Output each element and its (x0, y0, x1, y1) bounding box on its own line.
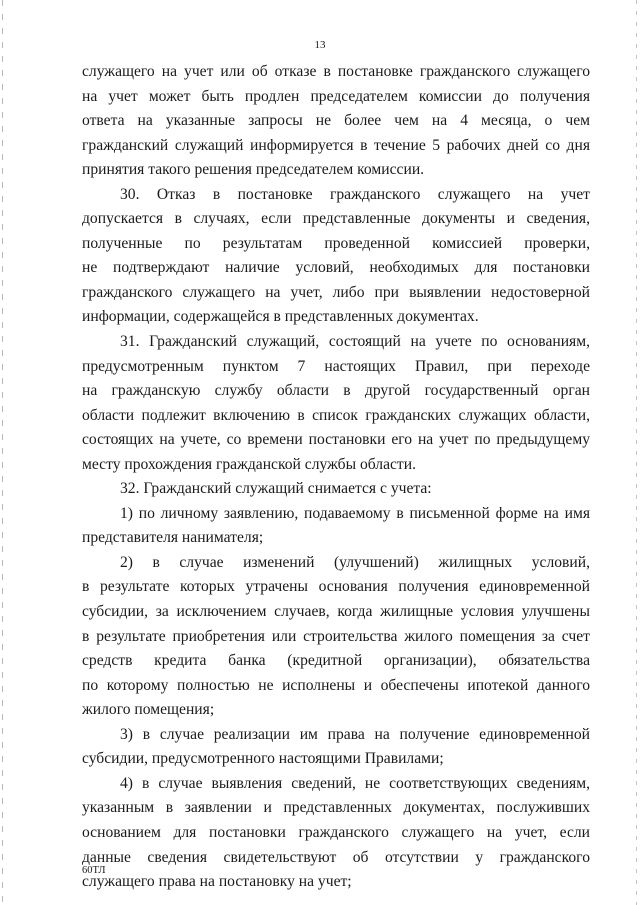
scan-edge-left (2, 0, 3, 905)
document-body (82, 60, 590, 895)
text-line: указанным в заявлении и представленных документах, послуживших (82, 799, 590, 817)
text-line: на гражданскую службу области в другой государственный орган (82, 382, 590, 400)
text-line: жилого помещения; (82, 701, 215, 719)
text-line: в результате которых утрачены основания получения единовременной (82, 578, 590, 596)
text-line: субсидии, за исключением случаев, когда жилищные условия улучшены (82, 603, 590, 621)
text-line: по которому полностью не исполнены и обеспечены ипотекой данного (82, 676, 590, 694)
text-line: состоящих на учете, со времени постановки его на учет по предыдущему (82, 431, 590, 449)
text-line: 4) в случае выявления сведений, не соответствующих сведениям, (120, 774, 590, 792)
text-line: представителя нанимателя; (82, 529, 264, 547)
text-line: гражданский служащий информируется в течение 5 рабочих дней со дня (82, 136, 590, 154)
text-line: допускается в случаях, если представленные документы и сведения, (82, 210, 590, 228)
text-line: 2) в случае изменений (улучшений) жилищных условий, (120, 553, 590, 571)
text-line: ответа на указанные запросы не более чем на 4 месяца, о чем (82, 112, 590, 130)
text-line: средств кредита банка (кредитной организации), обязательства (82, 652, 590, 670)
text-line: субсидии, предусмотренного настоящими Правилами; (82, 750, 444, 768)
text-line: 3) в случае реализации им права на получение единовременной (120, 725, 590, 743)
text-line: принятия такого решения председателем комиссии. (82, 161, 425, 179)
text-line: в результате приобретения или строительства жилого помещения за счет (82, 627, 590, 645)
scan-edge-right (636, 0, 637, 905)
text-line: основанием для постановки гражданского служащего на учет, если (82, 823, 590, 841)
text-line: гражданского служащего на учет, либо при выявлении недостоверной (82, 283, 590, 301)
text-line: 31. Гражданский служащий, состоящий на учете по основаниям, (120, 333, 590, 351)
text-line: месту прохождения гражданской службы области. (82, 455, 416, 473)
text-line: данные сведения свидетельствуют об отсутствии у гражданского (82, 848, 590, 866)
text-line: информации, содержащейся в представленных документах. (82, 308, 479, 326)
text-line: предусмотренным пунктом 7 настоящих Правил, при переходе (82, 357, 590, 375)
text-line: на учет может быть продлен председателем комиссии до получения (82, 87, 590, 105)
document-code: 60ТЛ (82, 865, 106, 876)
text-line: служащего на учет или об отказе в постановке гражданского служащего (82, 63, 590, 80)
text-line: полученные по результатам проведенной комиссией проверки, (82, 234, 590, 252)
text-line: не подтверждают наличие условий, необходимых для постановки (82, 259, 590, 277)
page-number: 13 (314, 39, 326, 51)
text-line: области подлежит включению в список гражданских служащих области, (82, 406, 590, 424)
text-line: 1) по личному заявлению, подаваемому в письменной форме на имя (120, 504, 590, 522)
text-line: служащего права на постановку на учет; (82, 873, 352, 891)
text-line: 30. Отказ в постановке гражданского служащего на учет (120, 185, 590, 203)
text-line: 32. Гражданский служащий снимается с учета: (120, 480, 432, 498)
